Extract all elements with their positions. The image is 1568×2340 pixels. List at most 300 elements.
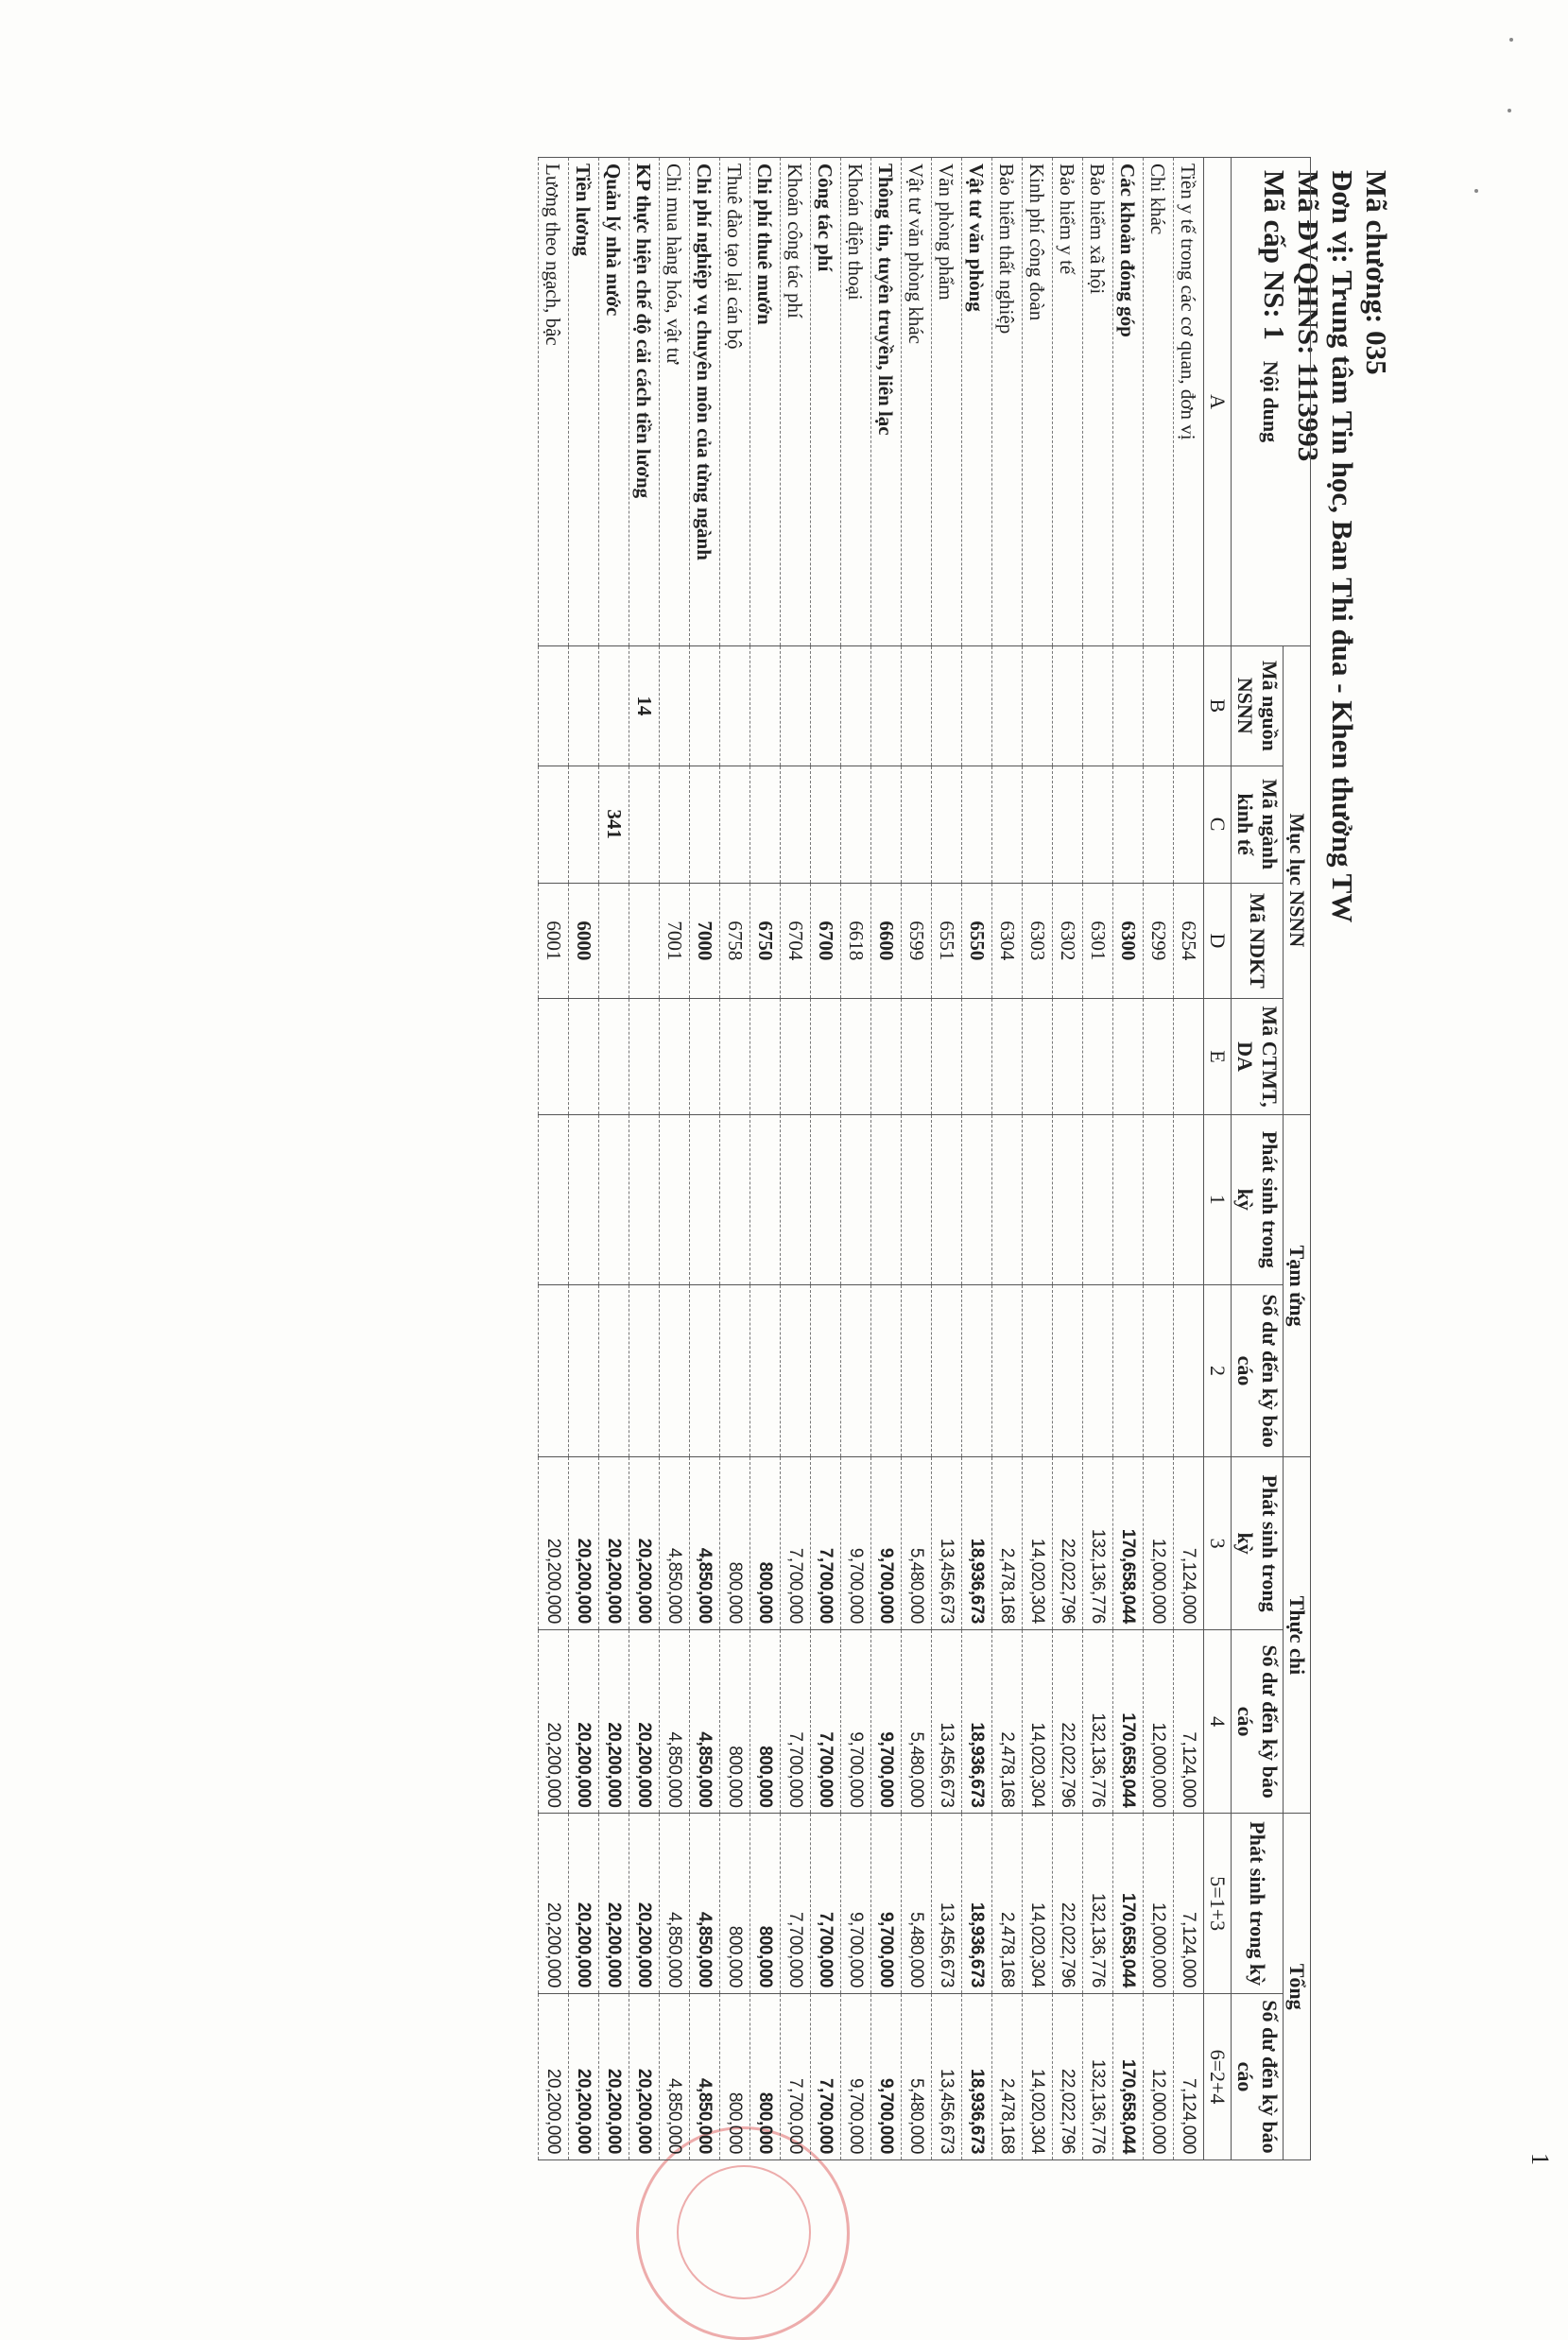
row-content: Bảo hiểm xã hội <box>1083 158 1113 646</box>
row-content: Kinh phí công đoàn <box>1023 158 1053 646</box>
row-content: Chi phí nghiệp vụ chuyên môn của từng ngành <box>690 158 720 646</box>
row-tamung-phatsinh <box>781 1114 811 1284</box>
row-tamung-phatsinh <box>932 1114 962 1284</box>
col-ma-nguon: Mã nguồn NSNN <box>1232 646 1284 766</box>
row-tamung-phatsinh <box>1023 1114 1053 1284</box>
row-tamung-phatsinh <box>1144 1114 1174 1284</box>
row-ma-ndkt: 6300 <box>1113 883 1144 999</box>
table-row <box>1053 158 1083 2160</box>
row-ma-ctmt <box>599 999 629 1115</box>
row-ma-nguon <box>781 646 811 766</box>
row-thucchi-phatsinh: 20,200,000 <box>629 1457 660 1630</box>
row-tong-sodu: 20,200,000 <box>539 1993 569 2159</box>
row-ma-ctmt <box>1144 999 1174 1115</box>
row-ma-nganh <box>629 766 660 883</box>
speck <box>1474 189 1478 193</box>
row-tamung-sodu <box>871 1284 902 1457</box>
row-tamung-sodu <box>781 1284 811 1457</box>
row-ma-ndkt: 6299 <box>1144 883 1174 999</box>
row-ma-nguon <box>569 646 599 766</box>
row-thucchi-phatsinh: 800,000 <box>720 1457 750 1630</box>
row-thucchi-phatsinh: 7,124,000 <box>1174 1457 1204 1630</box>
table-row <box>750 158 781 2160</box>
row-ma-nganh <box>992 766 1023 883</box>
row-ma-nganh <box>1113 766 1144 883</box>
table-row <box>811 158 841 2160</box>
row-ma-nganh <box>720 766 750 883</box>
row-tong-phatsinh: 800,000 <box>750 1814 781 1994</box>
table-row <box>539 158 569 2160</box>
row-tamung-sodu <box>599 1284 629 1457</box>
row-ma-ctmt <box>539 999 569 1115</box>
table-row <box>1144 158 1174 2160</box>
row-tamung-sodu <box>1083 1284 1113 1457</box>
row-ma-nguon <box>1174 646 1204 766</box>
row-ma-nganh <box>841 766 871 883</box>
row-thucchi-phatsinh: 4,850,000 <box>660 1457 690 1630</box>
row-tamung-phatsinh <box>1053 1114 1083 1284</box>
row-thucchi-phatsinh: 20,200,000 <box>569 1457 599 1630</box>
row-tong-phatsinh: 2,478,168 <box>992 1814 1023 1994</box>
row-tong-sodu: 7,700,000 <box>781 1993 811 2159</box>
row-tamung-phatsinh <box>569 1114 599 1284</box>
row-thucchi-sodu: 7,124,000 <box>1174 1629 1204 1814</box>
index-cell: 5=1+3 <box>1204 1814 1232 1994</box>
row-tamung-sodu <box>539 1284 569 1457</box>
row-ma-ctmt <box>569 999 599 1115</box>
row-thucchi-sodu: 20,200,000 <box>569 1629 599 1814</box>
col-tong: Tổng <box>1284 1814 1311 2160</box>
column-index-row <box>1204 158 1232 2160</box>
row-ma-ctmt <box>871 999 902 1115</box>
row-ma-ctmt <box>962 999 992 1115</box>
row-tong-sodu: 7,124,000 <box>1174 1993 1204 2159</box>
row-tamung-phatsinh <box>902 1114 932 1284</box>
row-content: Chi mua hàng hóa, vật tư <box>660 158 690 646</box>
row-content: Văn phòng phẩm <box>932 158 962 646</box>
row-ma-nganh <box>1174 766 1204 883</box>
row-tamung-phatsinh <box>690 1114 720 1284</box>
row-ma-ctmt <box>1023 999 1053 1115</box>
row-ma-ctmt <box>1053 999 1083 1115</box>
row-ma-nguon <box>720 646 750 766</box>
row-ma-nganh <box>1083 766 1113 883</box>
row-thucchi-phatsinh: 22,022,796 <box>1053 1457 1083 1630</box>
table-row <box>871 158 902 2160</box>
row-tong-sodu: 18,936,673 <box>962 1993 992 2159</box>
row-tamung-sodu <box>932 1284 962 1457</box>
row-content: Vật tư văn phòng khác <box>902 158 932 646</box>
row-tamung-phatsinh <box>841 1114 871 1284</box>
row-content: Bảo hiểm thất nghiệp <box>992 158 1023 646</box>
row-thucchi-sodu: 20,200,000 <box>629 1629 660 1814</box>
row-thucchi-sodu: 4,850,000 <box>690 1629 720 1814</box>
row-ma-nganh <box>750 766 781 883</box>
row-ma-ndkt: 6600 <box>871 883 902 999</box>
header-budget-level: Mã cấp NS: 1 <box>1258 170 1291 340</box>
row-content: Khoán điện thoại <box>841 158 871 646</box>
row-thucchi-phatsinh: 5,480,000 <box>902 1457 932 1630</box>
table-row <box>932 158 962 2160</box>
row-ma-nguon <box>1113 646 1144 766</box>
row-tamung-phatsinh <box>962 1114 992 1284</box>
row-tamung-sodu <box>569 1284 599 1457</box>
row-tamung-sodu <box>811 1284 841 1457</box>
row-ma-ndkt: 6758 <box>720 883 750 999</box>
row-ma-nganh <box>962 766 992 883</box>
row-ma-nguon <box>539 646 569 766</box>
row-ma-ndkt: 6000 <box>569 883 599 999</box>
row-ma-nguon <box>1083 646 1113 766</box>
col-ma-ndkt: Mã NDKT <box>1232 883 1284 999</box>
row-ma-nganh <box>932 766 962 883</box>
row-tamung-sodu <box>690 1284 720 1457</box>
row-thucchi-phatsinh: 800,000 <box>750 1457 781 1630</box>
index-cell: 2 <box>1204 1284 1232 1457</box>
row-tamung-phatsinh <box>539 1114 569 1284</box>
row-thucchi-sodu: 5,480,000 <box>902 1629 932 1814</box>
row-ma-nguon <box>811 646 841 766</box>
table-row <box>1113 158 1144 2160</box>
row-thucchi-phatsinh: 132,136,776 <box>1083 1457 1113 1630</box>
row-ma-nguon <box>750 646 781 766</box>
row-ma-nguon <box>871 646 902 766</box>
row-thucchi-phatsinh: 20,200,000 <box>599 1457 629 1630</box>
row-ma-nguon <box>690 646 720 766</box>
row-tamung-sodu <box>1053 1284 1083 1457</box>
row-tong-phatsinh: 20,200,000 <box>599 1814 629 1994</box>
row-ma-nganh <box>539 766 569 883</box>
table-row <box>1083 158 1113 2160</box>
row-tamung-phatsinh <box>871 1114 902 1284</box>
row-tong-sodu: 170,658,044 <box>1113 1993 1144 2159</box>
row-ma-ndkt: 7000 <box>690 883 720 999</box>
row-ma-ctmt <box>932 999 962 1115</box>
col-tong-sodu: Số dư đến kỳ báo cáo <box>1232 1993 1284 2159</box>
row-ma-ctmt <box>1174 999 1204 1115</box>
row-tamung-sodu <box>902 1284 932 1457</box>
table-row <box>629 158 660 2160</box>
table-row <box>841 158 871 2160</box>
row-thucchi-sodu: 20,200,000 <box>599 1629 629 1814</box>
table-row <box>902 158 932 2160</box>
row-ma-ndkt: 7001 <box>660 883 690 999</box>
row-tamung-sodu <box>660 1284 690 1457</box>
row-thucchi-sodu: 22,022,796 <box>1053 1629 1083 1814</box>
row-tong-phatsinh: 4,850,000 <box>660 1814 690 1994</box>
table-row <box>781 158 811 2160</box>
row-thucchi-sodu: 13,456,673 <box>932 1629 962 1814</box>
row-ma-nganh <box>569 766 599 883</box>
row-tong-phatsinh: 132,136,776 <box>1083 1814 1113 1994</box>
row-tong-phatsinh: 9,700,000 <box>841 1814 871 1994</box>
row-tong-phatsinh: 20,200,000 <box>539 1814 569 1994</box>
row-content: Bảo hiểm y tế <box>1053 158 1083 646</box>
row-ma-ctmt <box>750 999 781 1115</box>
row-tamung-phatsinh <box>992 1114 1023 1284</box>
row-content: Vật tư văn phòng <box>962 158 992 646</box>
row-thucchi-sodu: 20,200,000 <box>539 1629 569 1814</box>
row-ma-nganh: 341 <box>599 766 629 883</box>
row-tong-phatsinh: 18,936,673 <box>962 1814 992 1994</box>
row-content: Tiền lương <box>569 158 599 646</box>
speck <box>1508 109 1511 112</box>
row-ma-ndkt: 6301 <box>1083 883 1113 999</box>
row-tong-sodu: 22,022,796 <box>1053 1993 1083 2159</box>
row-thucchi-phatsinh: 9,700,000 <box>841 1457 871 1630</box>
row-ma-ctmt <box>992 999 1023 1115</box>
index-cell: B <box>1204 646 1232 766</box>
row-tong-sodu: 7,700,000 <box>811 1993 841 2159</box>
row-thucchi-phatsinh: 20,200,000 <box>539 1457 569 1630</box>
row-thucchi-phatsinh: 7,700,000 <box>781 1457 811 1630</box>
row-thucchi-sodu: 170,658,044 <box>1113 1629 1144 1814</box>
row-ma-nganh <box>871 766 902 883</box>
row-ma-ctmt <box>811 999 841 1115</box>
row-thucchi-sodu: 14,020,304 <box>1023 1629 1053 1814</box>
header-chapter-code: Mã chương: 035 <box>1360 170 1393 375</box>
row-ma-nguon <box>962 646 992 766</box>
col-tamung-sodu: Số dư đến kỳ báo cáo <box>1232 1284 1284 1457</box>
row-ma-nguon <box>1053 646 1083 766</box>
row-tamung-phatsinh <box>1113 1114 1144 1284</box>
row-content: Thuê đào tạo lại cán bộ <box>720 158 750 646</box>
row-ma-ndkt <box>629 883 660 999</box>
col-noidung: Nội dung <box>1232 158 1311 646</box>
row-tong-phatsinh: 4,850,000 <box>690 1814 720 1994</box>
row-ma-ndkt: 6304 <box>992 883 1023 999</box>
row-tong-phatsinh: 20,200,000 <box>569 1814 599 1994</box>
row-ma-ctmt <box>660 999 690 1115</box>
row-thucchi-sodu: 2,478,168 <box>992 1629 1023 1814</box>
row-ma-ndkt: 6303 <box>1023 883 1053 999</box>
row-ma-ctmt <box>841 999 871 1115</box>
row-ma-ctmt <box>720 999 750 1115</box>
col-ma-ctmt: Mã CTMT, DA <box>1232 999 1284 1115</box>
row-tong-sodu: 14,020,304 <box>1023 1993 1053 2159</box>
row-thucchi-sodu: 800,000 <box>750 1629 781 1814</box>
row-thucchi-phatsinh: 170,658,044 <box>1113 1457 1144 1630</box>
row-tong-phatsinh: 22,022,796 <box>1053 1814 1083 1994</box>
row-ma-nganh <box>660 766 690 883</box>
row-tong-sodu: 20,200,000 <box>599 1993 629 2159</box>
table-row <box>1023 158 1053 2160</box>
row-content: Công tác phí <box>811 158 841 646</box>
col-thucchi-sodu: Số dư đến kỳ báo cáo <box>1232 1629 1284 1814</box>
table-row <box>962 158 992 2160</box>
table-row <box>1174 158 1204 2160</box>
row-tamung-phatsinh <box>599 1114 629 1284</box>
row-ma-nganh <box>902 766 932 883</box>
row-tong-sodu: 12,000,000 <box>1144 1993 1174 2159</box>
budget-report-table <box>538 157 1311 2160</box>
row-tong-sodu: 20,200,000 <box>569 1993 599 2159</box>
row-thucchi-phatsinh: 7,700,000 <box>811 1457 841 1630</box>
row-tong-phatsinh: 14,020,304 <box>1023 1814 1053 1994</box>
row-ma-nguon <box>841 646 871 766</box>
row-ma-nganh <box>781 766 811 883</box>
row-tamung-sodu <box>1174 1284 1204 1457</box>
col-tamung: Tạm ứng <box>1284 1114 1311 1456</box>
row-thucchi-phatsinh: 13,456,673 <box>932 1457 962 1630</box>
row-thucchi-phatsinh: 2,478,168 <box>992 1457 1023 1630</box>
index-cell: 6=2+4 <box>1204 1993 1232 2159</box>
row-tong-sodu: 13,456,673 <box>932 1993 962 2159</box>
row-ma-nganh <box>811 766 841 883</box>
row-tamung-phatsinh <box>720 1114 750 1284</box>
row-tong-phatsinh: 12,000,000 <box>1144 1814 1174 1994</box>
table-row <box>720 158 750 2160</box>
row-tong-phatsinh: 800,000 <box>720 1814 750 1994</box>
row-thucchi-sodu: 132,136,776 <box>1083 1629 1113 1814</box>
row-ma-nguon <box>1144 646 1174 766</box>
row-ma-nganh <box>1144 766 1174 883</box>
row-ma-ctmt <box>1083 999 1113 1115</box>
row-tamung-sodu <box>750 1284 781 1457</box>
row-ma-ndkt: 6750 <box>750 883 781 999</box>
table-row <box>599 158 629 2160</box>
row-ma-ctmt <box>690 999 720 1115</box>
index-cell: D <box>1204 883 1232 999</box>
row-thucchi-sodu: 7,700,000 <box>811 1629 841 1814</box>
row-thucchi-sodu: 12,000,000 <box>1144 1629 1174 1814</box>
row-ma-nguon <box>992 646 1023 766</box>
row-ma-nguon <box>932 646 962 766</box>
row-ma-ndkt: 6551 <box>932 883 962 999</box>
header-unit-code: Mã ĐVQHNS: 1113993 <box>1292 170 1325 462</box>
row-tamung-sodu <box>992 1284 1023 1457</box>
row-thucchi-sodu: 4,850,000 <box>660 1629 690 1814</box>
row-tamung-phatsinh <box>1174 1114 1204 1284</box>
row-ma-ndkt: 6001 <box>539 883 569 999</box>
row-thucchi-phatsinh: 18,936,673 <box>962 1457 992 1630</box>
row-ma-ndkt: 6254 <box>1174 883 1204 999</box>
row-content: Các khoản đóng góp <box>1113 158 1144 646</box>
row-tong-sodu: 132,136,776 <box>1083 1993 1113 2159</box>
row-content: Quản lý nhà nước <box>599 158 629 646</box>
row-ma-ctmt <box>781 999 811 1115</box>
row-tamung-sodu <box>1023 1284 1053 1457</box>
row-ma-ctmt <box>1113 999 1144 1115</box>
row-tong-phatsinh: 7,700,000 <box>781 1814 811 1994</box>
col-tong-phatsinh: Phát sinh trong kỳ <box>1232 1814 1284 1994</box>
index-cell: A <box>1204 158 1232 646</box>
row-tong-phatsinh: 170,658,044 <box>1113 1814 1144 1994</box>
row-tong-sodu: 2,478,168 <box>992 1993 1023 2159</box>
row-tong-phatsinh: 9,700,000 <box>871 1814 902 1994</box>
index-cell: 1 <box>1204 1114 1232 1284</box>
row-tamung-sodu <box>720 1284 750 1457</box>
table-row <box>660 158 690 2160</box>
row-thucchi-sodu: 9,700,000 <box>841 1629 871 1814</box>
col-thucchi-phatsinh: Phát sinh trong kỳ <box>1232 1457 1284 1630</box>
row-tong-sodu: 800,000 <box>720 1993 750 2159</box>
col-tamung-phatsinh: Phát sinh trong kỳ <box>1232 1114 1284 1284</box>
row-ma-nganh <box>1053 766 1083 883</box>
row-ma-ndkt: 6302 <box>1053 883 1083 999</box>
table-body <box>539 158 1204 2160</box>
row-ma-ndkt: 6700 <box>811 883 841 999</box>
row-tamung-phatsinh <box>750 1114 781 1284</box>
row-thucchi-sodu: 800,000 <box>720 1629 750 1814</box>
row-content: Chi phí thuê mướn <box>750 158 781 646</box>
index-cell: E <box>1204 999 1232 1115</box>
row-tamung-phatsinh <box>629 1114 660 1284</box>
row-ma-nguon <box>599 646 629 766</box>
row-tong-sodu: 9,700,000 <box>871 1993 902 2159</box>
speck <box>1509 38 1513 42</box>
table-row <box>690 158 720 2160</box>
index-cell: 3 <box>1204 1457 1232 1630</box>
page-number: 1 <box>1526 2153 1554 2165</box>
row-ma-ndkt: 6599 <box>902 883 932 999</box>
row-content: KP thực hiện chế độ cải cách tiền lương <box>629 158 660 646</box>
row-ma-ndkt: 6618 <box>841 883 871 999</box>
row-ma-ndkt: 6550 <box>962 883 992 999</box>
row-tamung-phatsinh <box>660 1114 690 1284</box>
row-ma-nguon <box>1023 646 1053 766</box>
row-tong-sodu: 20,200,000 <box>629 1993 660 2159</box>
index-cell: 4 <box>1204 1629 1232 1814</box>
row-tamung-sodu <box>1144 1284 1174 1457</box>
row-tong-phatsinh: 7,700,000 <box>811 1814 841 1994</box>
row-ma-nguon <box>902 646 932 766</box>
row-tong-phatsinh: 13,456,673 <box>932 1814 962 1994</box>
row-ma-nguon <box>660 646 690 766</box>
row-tamung-phatsinh <box>811 1114 841 1284</box>
row-thucchi-sodu: 9,700,000 <box>871 1629 902 1814</box>
row-tong-sodu: 4,850,000 <box>690 1993 720 2159</box>
row-tong-sodu: 800,000 <box>750 1993 781 2159</box>
row-tong-phatsinh: 20,200,000 <box>629 1814 660 1994</box>
table-row <box>992 158 1023 2160</box>
col-thucchi: Thực chi <box>1284 1457 1311 1814</box>
row-content: Khoán công tác phí <box>781 158 811 646</box>
row-tong-sodu: 5,480,000 <box>902 1993 932 2159</box>
row-ma-ctmt <box>902 999 932 1115</box>
row-tong-sodu: 4,850,000 <box>660 1993 690 2159</box>
index-cell: C <box>1204 766 1232 883</box>
header-unit: Đơn vị: Trung tâm Tin học, Ban Thi đua - Khen thưởng TW <box>1326 170 1359 923</box>
row-ma-nguon: 14 <box>629 646 660 766</box>
row-tamung-sodu <box>841 1284 871 1457</box>
row-thucchi-sodu: 7,700,000 <box>781 1629 811 1814</box>
col-ma-nganh: Mã ngành kinh tế <box>1232 766 1284 883</box>
row-ma-ndkt <box>599 883 629 999</box>
row-content: Thông tin, tuyên truyền, liên lạc <box>871 158 902 646</box>
row-thucchi-phatsinh: 4,850,000 <box>690 1457 720 1630</box>
row-ma-ndkt: 6704 <box>781 883 811 999</box>
row-content: Chi khác <box>1144 158 1174 646</box>
row-tamung-sodu <box>1113 1284 1144 1457</box>
row-tamung-phatsinh <box>1083 1114 1113 1284</box>
row-tong-phatsinh: 7,124,000 <box>1174 1814 1204 1994</box>
row-thucchi-phatsinh: 14,020,304 <box>1023 1457 1053 1630</box>
row-thucchi-phatsinh: 12,000,000 <box>1144 1457 1174 1630</box>
row-tamung-sodu <box>629 1284 660 1457</box>
row-tamung-sodu <box>962 1284 992 1457</box>
row-thucchi-sodu: 18,936,673 <box>962 1629 992 1814</box>
row-content: Tiền y tế trong các cơ quan, đơn vị <box>1174 158 1204 646</box>
row-ma-ctmt <box>629 999 660 1115</box>
table-header <box>1204 158 1311 2160</box>
row-thucchi-phatsinh: 9,700,000 <box>871 1457 902 1630</box>
row-tong-sodu: 9,700,000 <box>841 1993 871 2159</box>
red-stamp-inner <box>677 2165 811 2299</box>
row-content: Lương theo ngạch, bậc <box>539 158 569 646</box>
table-row <box>569 158 599 2160</box>
row-tong-phatsinh: 5,480,000 <box>902 1814 932 1994</box>
